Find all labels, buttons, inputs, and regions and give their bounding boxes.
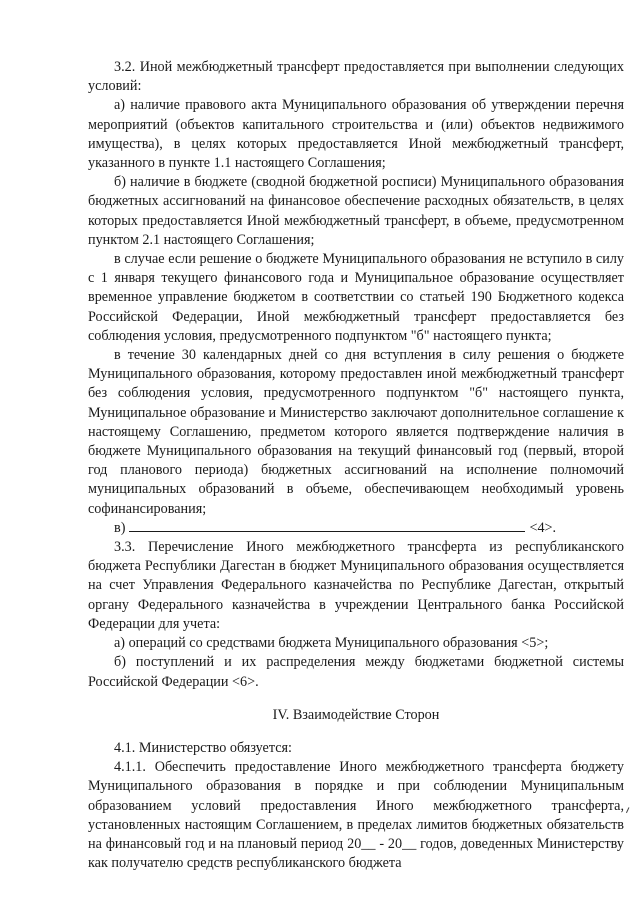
item-v-prefix: в) — [114, 519, 126, 536]
paragraph-item-a: а) наличие правового акта Муниципального образования об утверждении перечня мероприятий (объектов капитального строительства и (или) объектов недвижимого имущества), в целях которых предоставляется Иной межбюджетный трансферт, указанного в пункте 1.1 настоящего Соглашения; — [88, 97, 624, 172]
paragraph-3-2: 3.2. Иной межбюджетный трансферт предоставляется при выполнении следующих условий: — [88, 59, 624, 95]
paragraph-30-days: в течение 30 календарных дней со дня вступления в силу решения о бюджете Муниципального образования, которому предоставлен иной межбюджетный трансферт без соблюдения условия, предусмотренного подпунктом "б" настоящего пункта, Муниципальное образование и Министерство заключают дополнительное соглашение к настоящему Соглашению, предметом которого является подтверждение наличия в бюджете Муниципального образования на текущий финансовый год (первый, второй год планового периода) бюджетных ассигнований на исполнение полномочий муниципальных образований в объеме, обеспечивающем необходимый уровень софинансирования; — [88, 347, 624, 517]
paragraph-item-v — [88, 519, 624, 538]
paragraph-item-b: б) наличие в бюджете (сводной бюджетной росписи) Муниципального образования бюджетных ассигнований на финансовое обеспечение расходных обязательств, в целях которых предоставляется Иной межбюджетный трансферт, в объеме, предусмотренном пунктом 2.1 настоящего Соглашения; — [88, 174, 624, 248]
scan-mark — [626, 807, 633, 815]
paragraph-4-1: 4.1. Министерство обязуется: — [114, 739, 292, 756]
paragraph-budget-condition: в случае если решение о бюджете Муниципального образования не вступило в силу с 1 января текущего финансового года и Муниципальное образование осуществляет временное управление бюджетом в соответствии со статьей 190 Бюджетного кодекса Российской Федерации, Иной межбюджетный трансферт предоставляется без соблюдения условия, предусмотренного подпунктом "б" настоящего пункта; — [88, 251, 624, 344]
section-heading: IV. Взаимодействие Сторон — [272, 706, 440, 723]
paragraph-3-3: 3.3. Перечисление Иного межбюджетного трансферта из республиканского бюджета Республики Дагестан в бюджет Муниципального образования осуществляется на счет Управления Федерального казначейства по Республике Дагестан, открытый органу Федерального казначейства в учреждении Центрального банка Российской Федерации для учета: — [88, 539, 624, 632]
paragraph-3-3-a: а) операций со средствами бюджета Муниципального образования <5>; — [114, 635, 549, 652]
item-v-suffix: <4>. — [529, 519, 557, 536]
paragraph-3-3-b: б) поступлений и их распределения между бюджетами бюджетной системы Российской Федерации <6>. — [88, 654, 624, 690]
document-page — [88, 58, 624, 873]
blank-fill-line — [129, 519, 525, 532]
paragraph-4-1-1: 4.1.1. Обеспечить предоставление Иного межбюджетного трансферта бюджету Муниципального образования в порядке и при соблюдении Муниципальным образованием условий предоставления Иного межбюджетного трансферта, установленных настоящим Соглашением, в пределах лимитов бюджетных обязательств на финансовый год и на плановый период 20__ - 20__ годов, доведенных Министерству как получателю средств республиканского бюджета — [88, 759, 624, 872]
